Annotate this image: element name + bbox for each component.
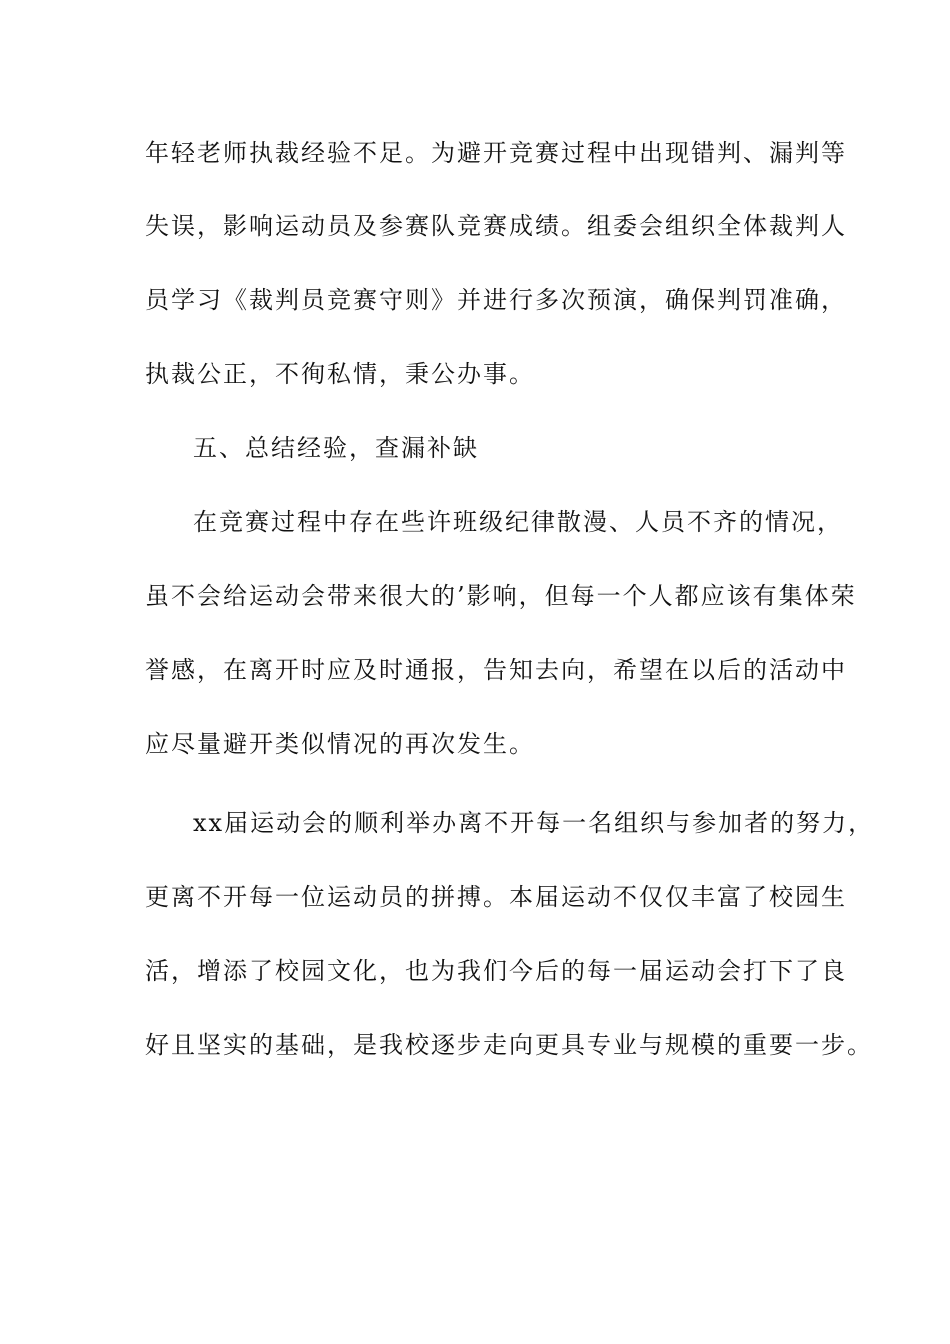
paragraph-line: 虽不会给运动会带来很大的’影响，但每一个人都应该有集体荣 [145,582,857,610]
section-heading: 五、总结经验，查漏补缺 [193,434,479,462]
paragraph-line: 好且坚实的基础，是我校逐步走向更具专业与规模的重要一步。 [145,1031,873,1059]
paragraph-line: xx届运动会的顺利举办离不开每一名组织与参加者的努力， [193,809,875,837]
paragraph-line: 执裁公正，不徇私情，秉公办事。 [145,360,535,388]
paragraph-line: 誉感，在离开时应及时通报，告知去向，希望在以后的活动中 [145,656,847,684]
paragraph-line: 员学习《裁判员竞赛守则》并进行多次预演，确保判罚准确， [145,286,847,314]
paragraph-line: 年轻老师执裁经验不足。为避开竞赛过程中出现错判、漏判等 [145,139,847,167]
paragraph-line: 应尽量避开类似情况的再次发生。 [145,730,535,758]
paragraph-line: 更离不开每一位运动员的拼搏。本届运动不仅仅丰富了校园生 [145,883,847,911]
paragraph-line: 失误，影响运动员及参赛队竞赛成绩。组委会组织全体裁判人 [145,212,847,240]
paragraph-line: 在竞赛过程中存在些许班级纪律散漫、人员不齐的情况， [193,508,843,536]
paragraph-line: 活，增添了校园文化，也为我们今后的每一届运动会打下了良 [145,957,847,985]
